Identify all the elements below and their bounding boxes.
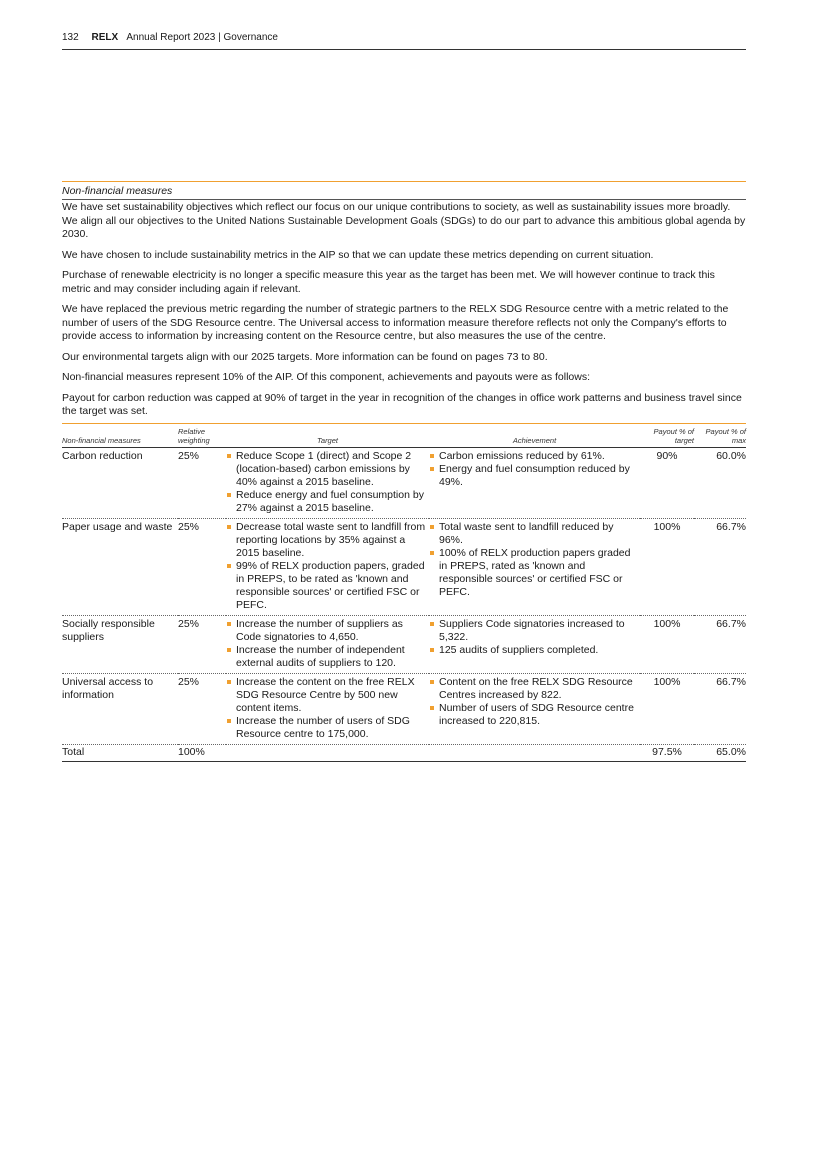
col-header-measure: Non-financial measures — [62, 423, 178, 447]
paragraph: We have replaced the previous metric regarding the number of strategic partners to the RELX SDG Resource centre with a metric related to the number of users of the SDG Resource centre. The Universal access to information measure therefore reflects not only the Company's efforts to provide access to information by increasing content on the Resource centre, but also measures the use of the centre. — [62, 303, 729, 342]
achievement-cell — [429, 615, 640, 673]
achievement-cell — [429, 673, 640, 744]
table-row — [62, 615, 746, 673]
total-label: Total — [62, 744, 178, 761]
achievement-item: 125 audits of suppliers completed. — [429, 644, 640, 657]
target-item: Decrease total waste sent to landfill from reporting locations by 35% against a 2015 baseline. — [226, 521, 429, 560]
table-row — [62, 673, 746, 744]
achievement-item: Content on the free RELX SDG Resource Centres increased by 822. — [429, 676, 640, 702]
payout-max-cell: 60.0% — [694, 447, 746, 518]
achievement-item: Suppliers Code signatories increased to 5,322. — [429, 618, 640, 644]
achievement-cell — [429, 447, 640, 518]
total-payout-target: 97.5% — [640, 744, 694, 761]
weighting-cell: 25% — [178, 447, 226, 518]
target-cell — [226, 447, 429, 518]
page-number: 132 — [62, 32, 79, 43]
target-item: Increase the number of independent external audits of suppliers to 120. — [226, 644, 429, 670]
measures-table — [62, 423, 746, 762]
weighting-cell: 25% — [178, 673, 226, 744]
empty-cell — [226, 744, 429, 761]
paragraph: We have chosen to include sustainability metrics in the AIP so that we can update these metrics depending on current situation. — [62, 248, 654, 261]
col-header-weighting: Relative weighting — [178, 423, 226, 447]
payout-max-cell: 66.7% — [694, 615, 746, 673]
col-header-payout-target: Payout % of target — [640, 423, 694, 447]
payout-target-cell: 90% — [640, 447, 694, 518]
col-header-achievement: Achievement — [429, 423, 640, 447]
total-payout-max: 65.0% — [694, 744, 746, 761]
target-item: Increase the number of users of SDG Resource centre to 175,000. — [226, 715, 429, 741]
table-row — [62, 447, 746, 518]
total-weighting: 100% — [178, 744, 226, 761]
achievement-item: Number of users of SDG Resource centre increased to 220,815. — [429, 702, 640, 728]
table-row — [62, 518, 746, 615]
col-header-payout-max: Payout % of max — [694, 423, 746, 447]
payout-max-cell: 66.7% — [694, 518, 746, 615]
target-item: Reduce Scope 1 (direct) and Scope 2 (location-based) carbon emissions by 40% against a 2015 baseline. — [226, 450, 429, 489]
weighting-cell: 25% — [178, 615, 226, 673]
target-cell — [226, 615, 429, 673]
achievement-item: Carbon emissions reduced by 61%. — [429, 450, 640, 463]
total-row — [62, 744, 746, 761]
target-item: Increase the content on the free RELX SDG Resource Centre by 500 new content items. — [226, 676, 429, 715]
achievement-item: Energy and fuel consumption reduced by 49%. — [429, 463, 640, 489]
weighting-cell: 25% — [178, 518, 226, 615]
target-item: Reduce energy and fuel consumption by 27% against a 2015 baseline. — [226, 489, 429, 515]
paragraph: Purchase of renewable electricity is no longer a specific measure this year as the target has been met. We will however continue to track this metric and may consider including again if relevant. — [62, 269, 715, 295]
target-cell — [226, 518, 429, 615]
achievement-item: Total waste sent to landfill reduced by 96%. — [429, 521, 640, 547]
measure-cell: Paper usage and waste — [62, 518, 178, 615]
table-header-row — [62, 423, 746, 447]
payout-target-cell: 100% — [640, 518, 694, 615]
page-header — [62, 31, 746, 50]
target-item: Increase the number of suppliers as Code signatories to 4,650. — [226, 618, 429, 644]
paragraph: Payout for carbon reduction was capped at 90% of target in the year in recognition of the changes in office work patterns and business travel since the target was set. — [62, 391, 742, 417]
measure-cell: Carbon reduction — [62, 447, 178, 518]
section-title: Non-financial measures — [62, 182, 746, 200]
paragraph: We have set sustainability objectives which reflect our focus on our unique contributions to society, as well as sustainability issues more broadly. We align all our objectives to the United Nations Sustainable Development Goals (SDGs) to do our part to advance this ambitious global agenda by 2030. — [62, 201, 746, 240]
brand-name: RELX — [91, 32, 119, 43]
payout-target-cell: 100% — [640, 673, 694, 744]
achievement-item: 100% of RELX production papers graded in PREPS, rated as 'known and responsible sources' or certified FSC or PEFC. — [429, 547, 640, 599]
payout-target-cell: 100% — [640, 615, 694, 673]
paragraph: Our environmental targets align with our 2025 targets. More information can be found on pages 73 to 80. — [62, 350, 548, 363]
target-cell — [226, 673, 429, 744]
report-title: Annual Report 2023 | Governance — [126, 32, 278, 43]
col-header-target: Target — [226, 423, 429, 447]
measure-cell: Socially responsible suppliers — [62, 615, 178, 673]
achievement-cell — [429, 518, 640, 615]
payout-max-cell: 66.7% — [694, 673, 746, 744]
non-financial-measures-section — [62, 181, 746, 762]
paragraph: Non-financial measures represent 10% of the AIP. Of this component, achievements and payouts were as follows: — [62, 371, 591, 383]
measure-cell: Universal access to information — [62, 673, 178, 744]
empty-cell — [429, 744, 640, 761]
target-item: 99% of RELX production papers, graded in PREPS, to be rated as 'known and responsible sources' or certified FSC or PEFC. — [226, 560, 429, 612]
